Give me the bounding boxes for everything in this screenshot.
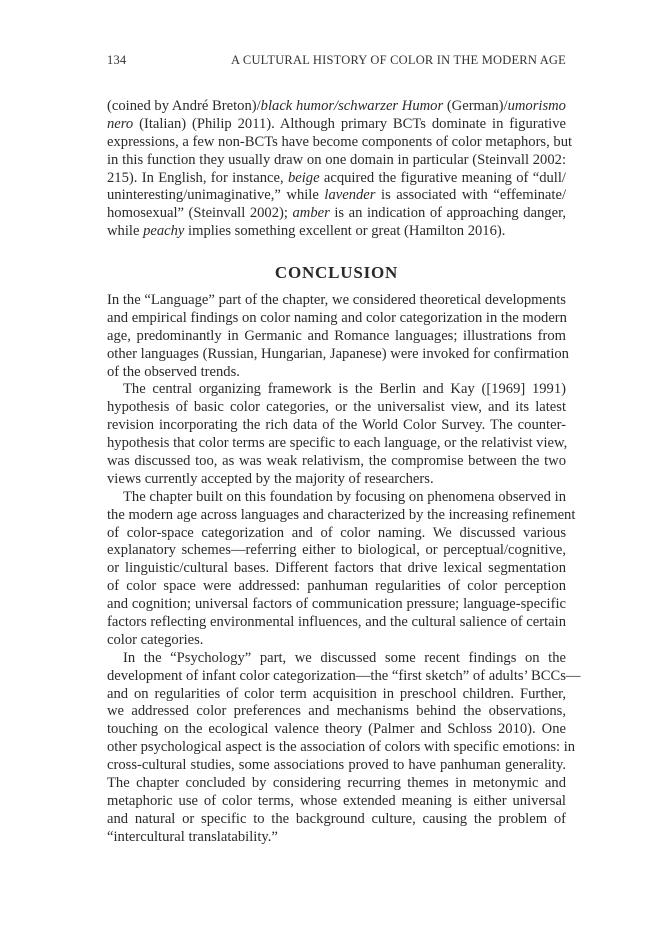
- italic-term: black humor/schwarzer Humor: [260, 98, 444, 114]
- text-line: [107, 223, 566, 241]
- text-line: age, predominantly in Germanic and Romance languages; illustrations from: [107, 327, 566, 344]
- text-run: in this function they usually draw on one domain in particular (Steinvall 2002:: [107, 151, 566, 168]
- text-line: revision incorporating the rich data of the World Color Survey. The counter-: [107, 417, 566, 434]
- text-line: or linguistic/cultural bases. Different factors that drive lexical segmentation: [107, 560, 566, 577]
- text-line: touching on the ecological valence theory (Palmer and Schloss 2010). One: [107, 721, 566, 738]
- text-line: hypothesis of basic color categories, or the universalist view, and its latest: [107, 399, 566, 416]
- text-line: cross-cultural studies, some associations proved to have panhuman generality.: [107, 757, 566, 774]
- text-run: implies something excellent or great (Hamilton 2016).: [184, 223, 506, 240]
- text-line: and cognition; universal factors of communication pressure; language-specific: [107, 596, 566, 613]
- text-line: [107, 98, 566, 116]
- text-line: and on regularities of color term acquisition in preschool children. Further,: [107, 685, 566, 702]
- text-run: acquired the figurative meaning of “dull/: [319, 169, 566, 186]
- text-line: [107, 187, 566, 205]
- text-run: homosexual” (Steinvall 2002);: [107, 205, 293, 222]
- running-header: [107, 53, 566, 73]
- italic-term: amber: [292, 205, 330, 222]
- text-line: “intercultural translatability.”: [107, 828, 278, 845]
- text-line: [107, 116, 566, 134]
- italic-term: lavender: [324, 187, 376, 204]
- running-head-title: A CULTURAL HISTORY OF COLOR IN THE MODERN AGE: [231, 53, 566, 67]
- text-line: The chapter concluded by considering recurring themes in metonymic and: [107, 775, 566, 792]
- italic-term: peachy: [143, 223, 185, 240]
- italic-term: nero: [107, 115, 134, 132]
- text-run: uninteresting/unimaginative,” while: [107, 187, 325, 204]
- page-number: 134: [107, 53, 127, 67]
- continued-paragraph: [107, 98, 573, 241]
- text-line: views currently accepted by the majority of researchers.: [107, 470, 434, 487]
- text-run: 215). In English, for instance,: [107, 169, 288, 186]
- text-line: factors reflecting environmental influences, and the cultural salience of certain: [107, 614, 566, 631]
- text-line: the modern age across languages and characterized by the increasing refinement: [107, 506, 576, 523]
- text-line: [107, 170, 566, 188]
- text-line: of the observed trends.: [107, 363, 240, 380]
- text-line: [107, 152, 566, 170]
- text-line: metaphoric use of color terms, whose extended meaning is either universal: [107, 792, 566, 809]
- text-line: [107, 133, 573, 152]
- italic-term: umorismo: [507, 98, 566, 114]
- text-run: (Italian) (Philip 2011). Although primary BCTs dominate in figurative: [133, 115, 566, 132]
- text-line: [107, 205, 566, 223]
- text-line: The chapter built on this foundation by focusing on phenomena observed in: [123, 488, 566, 505]
- text-line: In the “Psychology” part, we discussed some recent findings on the: [123, 649, 566, 666]
- text-line: was discussed too, as was weak relativism, the compromise between the two: [107, 453, 566, 470]
- text-run: (coined by André Breton)/: [107, 98, 261, 114]
- text-line: explanatory schemes—referring either to biological, or perceptual/cognitive,: [107, 542, 566, 559]
- text-line: The central organizing framework is the Berlin and Kay ([1969] 1991): [123, 381, 566, 398]
- section-heading: CONCLUSION: [274, 263, 399, 282]
- text-line: development of infant color categorization—the “first sketch” of adults’ BCCs—: [107, 667, 581, 684]
- text-run: while: [107, 223, 144, 240]
- text-line: other languages (Russian, Hungarian, Japanese) were invoked for confirmation: [107, 345, 569, 362]
- text-line: and empirical findings on color naming and color categorization in the modern: [107, 309, 567, 326]
- text-line: color categories.: [107, 631, 204, 648]
- text-run: is an indication of approaching danger,: [329, 205, 566, 222]
- text-run: (German)/: [443, 98, 508, 114]
- text-run: expressions, a few non-BCTs have become components of color metaphors, but: [107, 133, 573, 150]
- text-line: other psychological aspect is the association of colors with specific emotions: in: [107, 739, 576, 756]
- text-line: hypothesis that color terms are specific to each language, or the relativist view,: [107, 435, 568, 452]
- text-line: of color-space categorization and of color naming. We discussed various: [107, 524, 566, 541]
- conclusion-body: [107, 292, 581, 847]
- text-line: of color space were addressed: panhuman regularities of color perception: [107, 578, 566, 595]
- text-run: is associated with “effeminate/: [375, 187, 566, 204]
- text-line: we addressed color preferences and mechanisms behind the observations,: [107, 703, 566, 720]
- text-line: and natural or specific to the background culture, causing the problem of: [107, 810, 566, 827]
- text-line: In the “Language” part of the chapter, we considered theoretical developments: [107, 292, 566, 308]
- italic-term: beige: [287, 169, 320, 186]
